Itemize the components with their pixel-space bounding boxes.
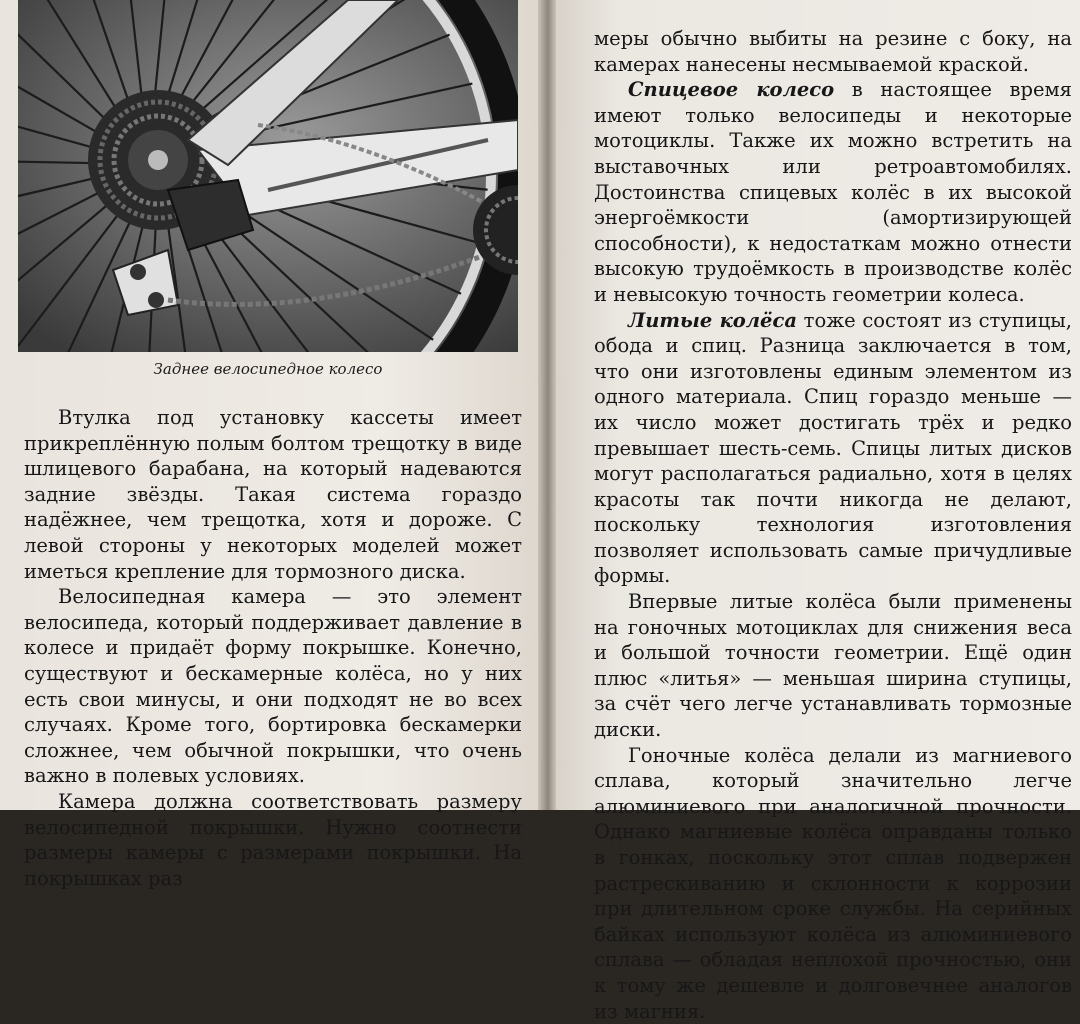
paragraph xyxy=(594,77,1072,307)
rear-wheel-photo xyxy=(18,0,518,352)
term-spoke-wheel: Спицевое колесо xyxy=(628,78,835,102)
paragraph xyxy=(594,308,1072,590)
paragraph: меры обычно выбиты на резине с боку, на камерах нанесены несмываемой краской. xyxy=(594,27,1072,76)
right-page-text xyxy=(594,26,1072,1024)
right-page xyxy=(556,0,1080,1023)
photo-caption: Заднее велосипедное колесо xyxy=(153,360,383,378)
paragraph: Камера должна соответствовать размеру велосипедной покрышки. Нужно соотнести размеры камеры с размерами покрышки. На покрышках раз xyxy=(24,789,522,890)
paragraph: Гоночные колёса делали из магниевого сплава, который значительно легче алюминиевого при аналогичной прочности. Однако магниевые колёса оправданы только в гонках, поскольку этот сплав подвержен растрескиванию и склонности к коррозии при длительном сроке службы. На серийных байках используют колёса из алюминиевого сплава — обладая неплохой прочностью, они к тому же дешевле и долговечнее аналогов из магния. xyxy=(594,743,1072,1023)
rear-wheel-illustration xyxy=(18,0,518,352)
paragraph-text: в настоящее время имеют только велосипеды и некоторые мотоциклы. Также их можно встретить на выставочных или ретроавтомобилях. Достоинства спицевых колёс в их высокой энергоёмкости (амортизирующей способности), к недостаткам можно отнести высокую трудоёмкость в производстве колёс и невысокую точность геометрии колеса. xyxy=(594,78,1072,306)
paragraph: Впервые литые колёса были применены на гоночных мотоциклах для снижения веса и большой точности геометрии. Ещё один плюс «литья» — меньшая ширина ступицы, за счёт чего легче устанавливать тормозные диски. xyxy=(594,590,1072,742)
term-cast-wheels: Литые колёса xyxy=(628,308,797,332)
paragraph: Велосипедная камера — это элемент велосипеда, который поддерживает давление в колесе и придаёт форму покрышке. Конечно, существуют и бескамерные колёса, но у них есть свои минусы, и они подходят не во всех случаях. Кроме того, бортировка бескамерки сложнее, чем обычной покрышки, что очень важно в полевых условиях. xyxy=(24,585,522,788)
left-page xyxy=(0,0,545,890)
left-page-text xyxy=(24,405,522,891)
paragraph-text: тоже состоят из ступицы, обода и спиц. Разница заключается в том, что они изготовлены единым элементом из одного материала. Спиц гораздо меньше — их число может достигать трёх и редко превышает шесть-семь. Спицы литых дисков могут располагаться радиально, хотя в целях красоты так почти никогда не делают, поскольку технология изготовления позволяет использовать самые причудливые формы. xyxy=(594,308,1073,588)
paragraph: Втулка под установку кассеты имеет прикреплённую полым болтом трещотку в виде шлицевого барабана, на который надеваются задние звёзды. Такая система гораздо надёжнее, чем трещотка, хотя и дороже. С левой стороны у некоторых моделей может иметься крепление для тормозного диска. xyxy=(24,406,522,583)
